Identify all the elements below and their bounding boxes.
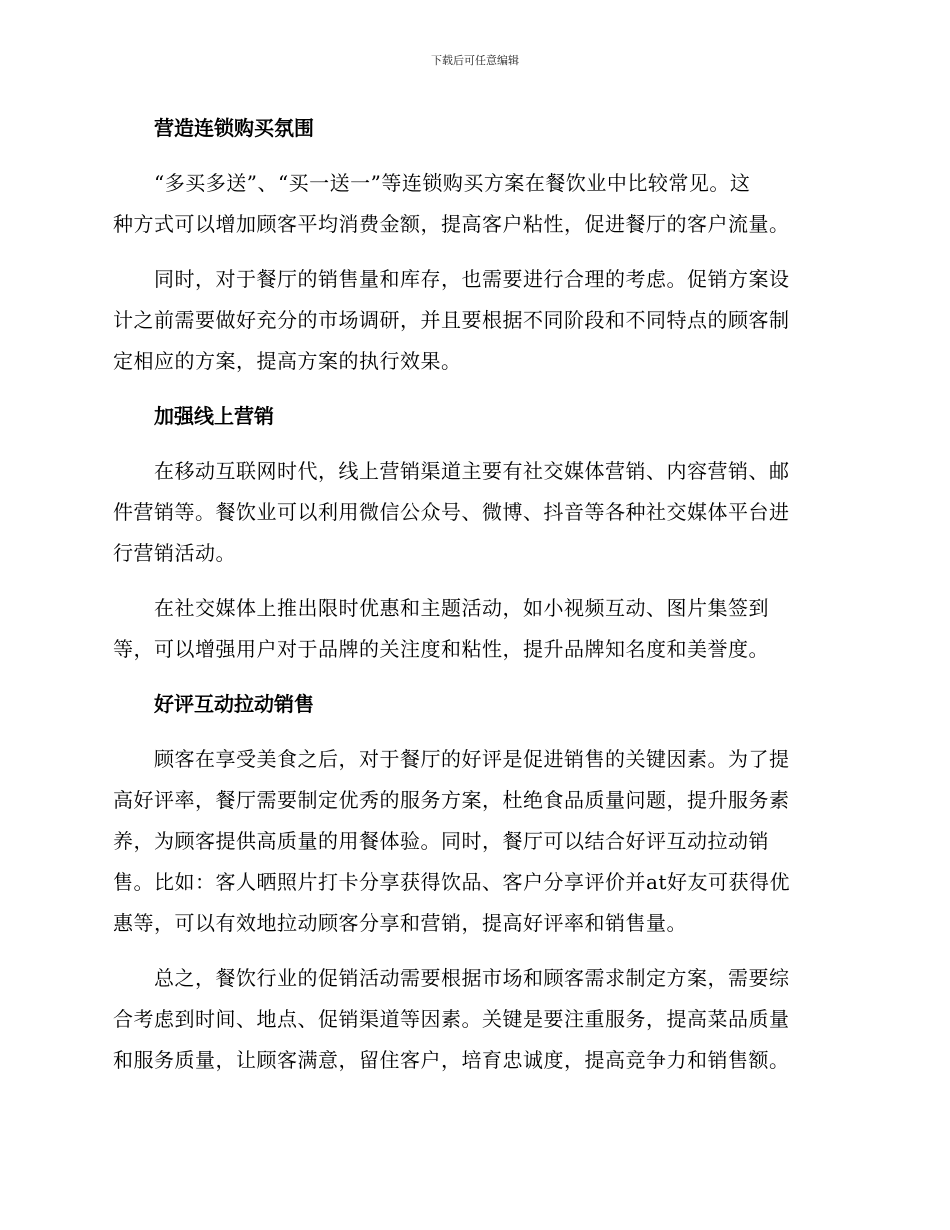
paragraph-chain-purchase-intro	[113, 163, 831, 245]
text-line: 种方式可以增加顾客平均消费金额，提高客户粘性，促进餐厅的客户流量。	[113, 212, 790, 236]
text-line: 售。比如：客人晒照片打卡分享获得饮品、客户分享评价并at好友可获得优	[113, 870, 790, 894]
section-heading-online-marketing: 加强线上营销	[154, 404, 274, 428]
section-heading-chain-purchase: 营造连锁购买氛围	[154, 116, 314, 140]
text-line: 定相应的方案，提高方案的执行效果。	[113, 349, 462, 373]
page-header: 下载后可任意编辑	[431, 54, 519, 67]
text-line: 等，可以增强用户对于品牌的关注度和粘性，提升品牌知名度和美誉度。	[113, 637, 769, 661]
text-line: 惠等，可以有效地拉动顾客分享和营销，提高好评率和销售量。	[113, 911, 687, 935]
text-line: 养，为顾客提供高质量的用餐体验。同时，餐厅可以结合好评互动拉动销	[113, 829, 769, 853]
section-heading-reviews-sales: 好评互动拉动销售	[154, 692, 314, 716]
paragraph-reviews-sales	[113, 739, 831, 944]
text-line: 总之，餐饮行业的促销活动需要根据市场和顾客需求制定方案，需要综	[154, 966, 790, 990]
paragraph-conclusion	[113, 958, 831, 1081]
text-line: 行营销活动。	[113, 541, 236, 565]
text-line: 合考虑到时间、地点、促销渠道等因素。关键是要注重服务，提高菜品质量	[113, 1007, 790, 1031]
text-line: 在移动互联网时代，线上营销渠道主要有社交媒体营销、内容营销、邮	[154, 459, 790, 483]
text-line: 计之前需要做好充分的市场调研，并且要根据不同阶段和不同特点的顾客制	[113, 308, 790, 332]
text-line: 同时，对于餐厅的销售量和库存，也需要进行合理的考虑。促销方案设	[154, 267, 790, 291]
text-line: 和服务质量，让顾客满意，留住客户，培育忠诚度，提高竞争力和销售额。	[113, 1048, 790, 1072]
text-line: 在社交媒体上推出限时优惠和主题活动，如小视频互动、图片集签到	[154, 596, 769, 620]
paragraph-chain-purchase-planning	[113, 259, 831, 382]
text-line: 高好评率，餐厅需要制定优秀的服务方案，杜绝食品质量问题，提升服务素	[113, 788, 790, 812]
text-line: “多买多送”、“买一送一”等连锁购买方案在餐饮业中比较常见。这	[154, 171, 751, 195]
paragraph-online-marketing-promotions	[113, 588, 831, 670]
document-body	[113, 108, 831, 1095]
paragraph-online-marketing-channels	[113, 451, 831, 574]
text-line: 件营销等。餐饮业可以利用微信公众号、微博、抖音等各种社交媒体平台进	[113, 500, 790, 524]
text-line: 顾客在享受美食之后，对于餐厅的好评是促进销售的关键因素。为了提	[154, 747, 790, 771]
